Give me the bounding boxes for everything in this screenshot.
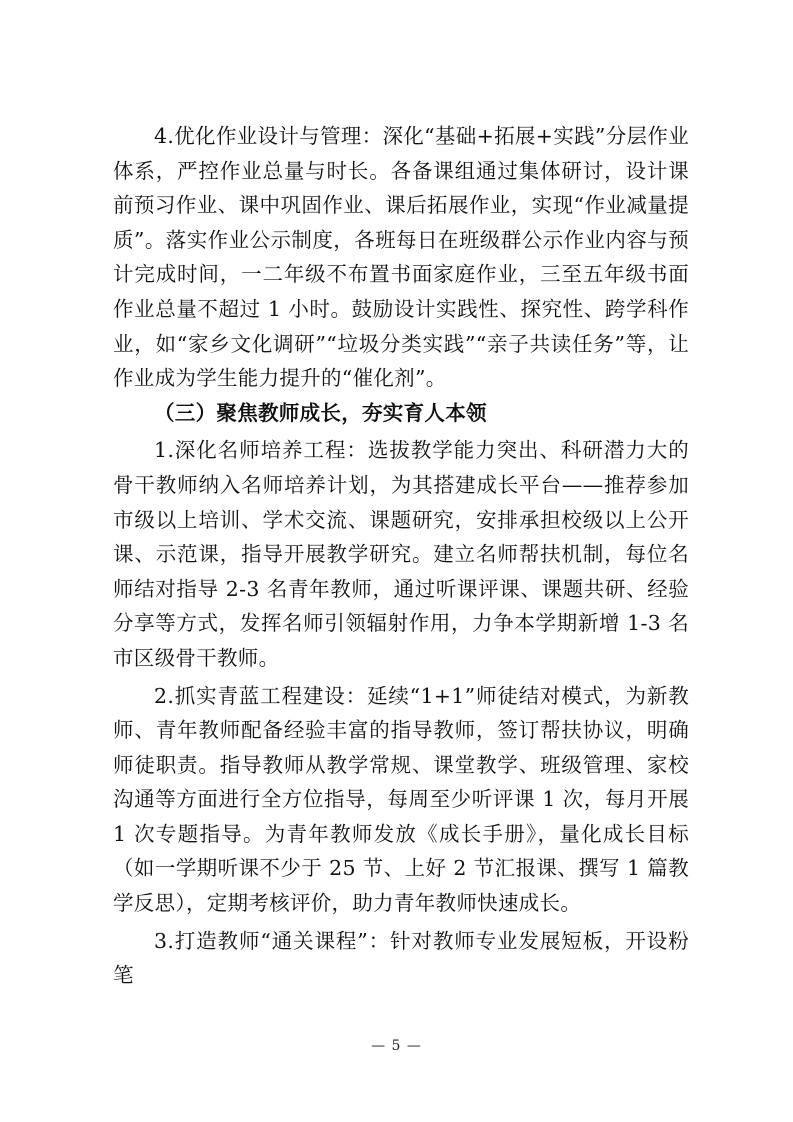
section-heading-teacher-growth: （三）聚焦教师成长，夯实育人本领 (154, 400, 487, 425)
paragraph-homework-design: 4.优化作业设计与管理：深化“基础+拓展+实践”分层作业体系，严控作业总量与时长。各备课组通过集体研讨，设计课前预习作业、课中巩固作业、课后拓展作业，实现“作业减量提质”。落实作业公示制度，各班每日在班级群公示作业内容与预计完成时间，一二年级不布置书面家庭作业，三至五年级书面作业总量不超过 1 小时。鼓励设计实践性、探究性、跨学科作业，如“家乡文化调研”“垃圾分类实践”“亲子共读任务”等，让作业成为学生能力提升的“催化剂”。 (113, 124, 689, 391)
paragraph-teacher-courses: 3.打造教师“通关课程”：针对教师专业发展短板，开设粉笔 (113, 928, 689, 988)
document-body (113, 119, 689, 993)
paragraph-famous-teacher-program: 1.深化名师培养工程：选拔教学能力突出、科研潜力大的骨干教师纳入名师培养计划，为其搭建成长平台——推荐参加市级以上培训、学术交流、课题研究，安排承担校级以上公开课、示范课，指导开展教学研究。建立名师帮扶机制，每位名师结对指导 2-3 名青年教师，通过听课评课、课题共研、经验分享等方式，发挥名师引领辐射作用，力争本学期新增 1-3 名市区级骨干教师。 (113, 438, 689, 670)
page-number: — 5 — (371, 1038, 422, 1054)
paragraph-mentorship-program: 2.抓实青蓝工程建设：延续“1+1”师徒结对模式，为新教师、青年教师配备经验丰富的指导教师，签订帮扶协议，明确师徒职责。指导教师从教学常规、课堂教学、班级管理、家校沟通等方面进行全方位指导，每周至少听评课 1 次，每月开展 1 次专题指导。为青年教师发放《成长手册》，量化成长目标（如一学期听课不少于 25 节、上好 2 节汇报课、撰写 1 篇教学反思），定期考核评价，助力青年教师快速成长。 (113, 683, 689, 916)
